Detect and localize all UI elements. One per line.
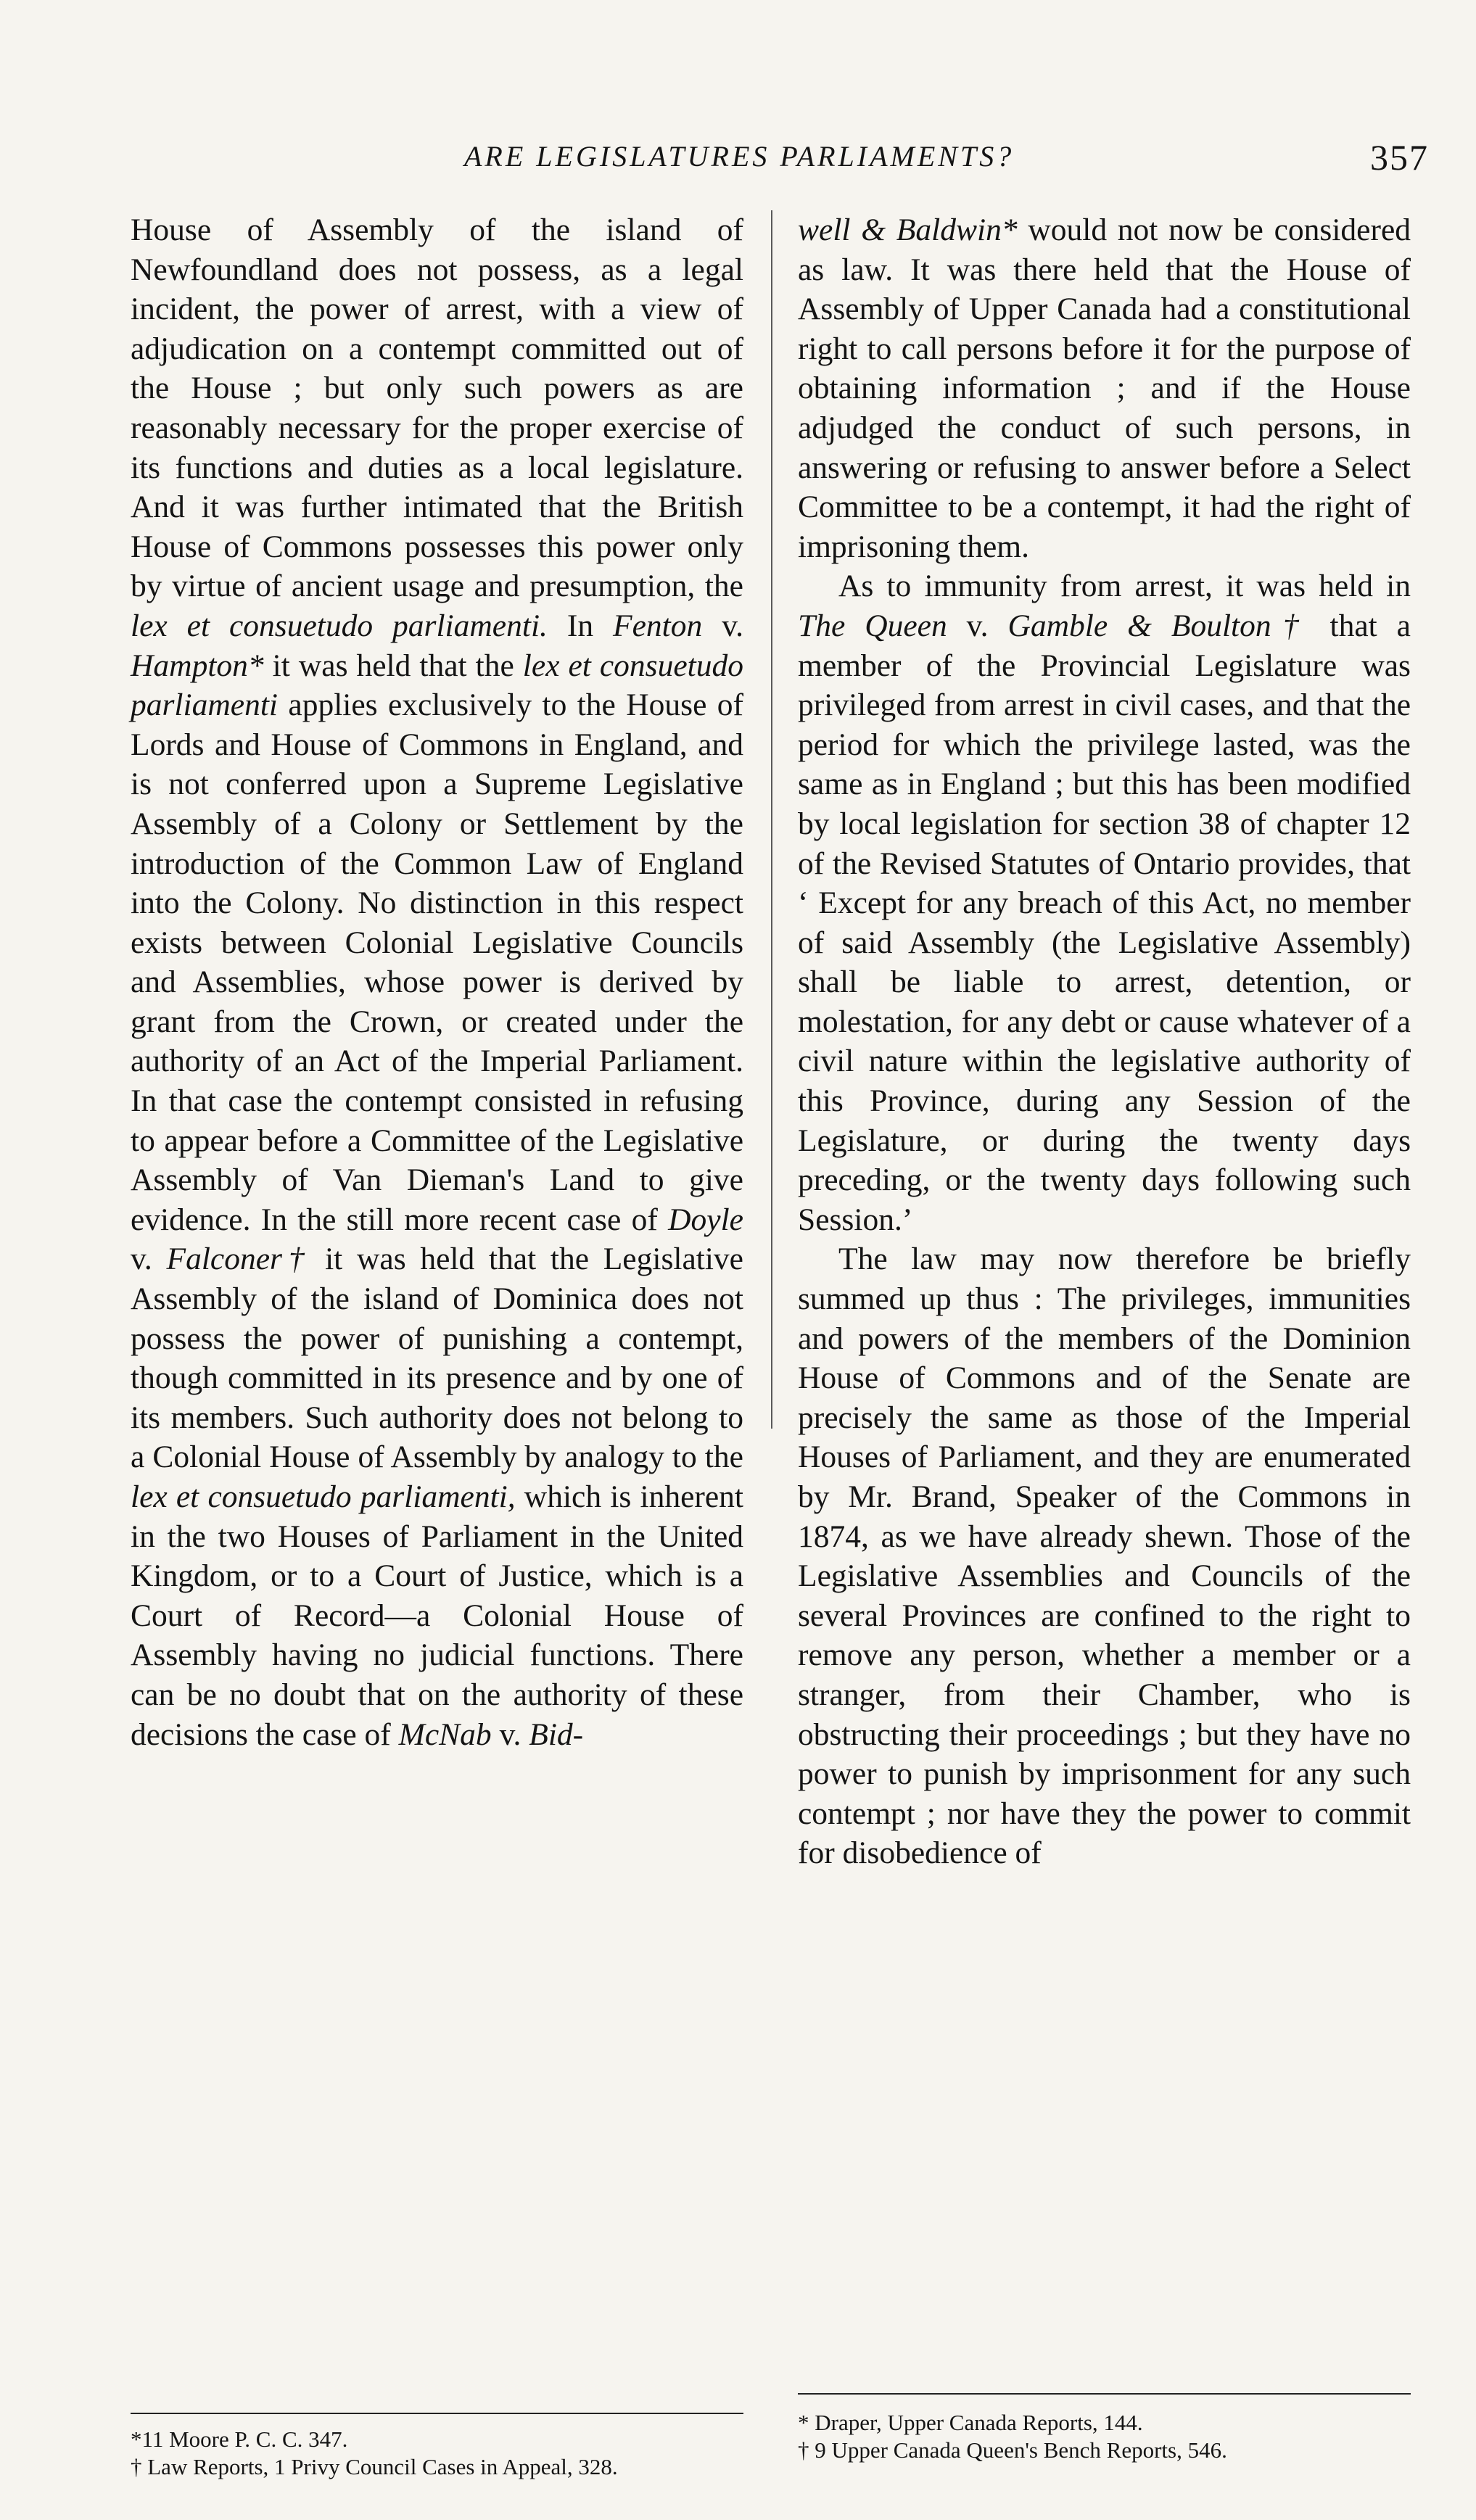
footnotes-right <box>798 2409 1411 2464</box>
footnote-rule-left <box>131 2413 743 2414</box>
page-header <box>131 136 1429 187</box>
footnote-rule-right <box>798 2393 1411 2395</box>
footnote-right-2: † 9 Upper Canada Queen's Bench Reports, 546. <box>798 2437 1227 2463</box>
footnote-left-1: *11 Moore P. C. C. 347. <box>131 2426 348 2452</box>
left-paragraph-1: House of Assembly of the island of Newfoundland does not possess, as a legal incident, the power of arrest, with a view of adjudication on a contempt committed out of the House ; but only such powers as are reasonably necessary for the proper exercise of its functions and duties as a local legislature. And it was further intimated that the British House of Commons possesses this power only by virtue of ancient usage and presumption, the lex et consuetudo parliamenti. In Fenton v. Hampton* it was held that the lex et consuetudo parliamenti applies exclusively to the House of Lords and House of Commons in England, and is not conferred upon a Supreme Legislative Assembly of a Colony or Settlement by the introduction of the Common Law of England into the Colony. No distinction in this respect exists between Colonial Legislative Councils and Assemblies, whose power is derived by grant from the Crown, or created under the authority of an Act of the Imperial Parliament. In that case the contempt consisted in refusing to appear before a Committee of the Legislative Assembly of Van Dieman's Land to give evidence. In the still more recent case of Doyle v. Falconer† it was held that the Legislative Assembly of the island of Dominica does not possess the power of punishing a contempt, though committed in its presence and by one of its members. Such authority does not belong to a Colonial House of Assembly by analogy to the lex et consuetudo parliamenti, which is inherent in the two Houses of Parliament in the United Kingdom, or to a Court of Justice, which is a Court of Record—a Colonial House of Assembly having no judicial functions. There can be no doubt that on the authority of these decisions the case of McNab v. Bid- <box>131 212 743 1752</box>
running-title: ARE LEGISLATURES PARLIAMENTS? <box>464 140 1015 173</box>
column-divider <box>771 210 772 1429</box>
footnote-right-1: * Draper, Upper Canada Reports, 144. <box>798 2410 1143 2435</box>
footnote-left-2: † Law Reports, 1 Privy Council Cases in Appeal, 328. <box>131 2454 618 2479</box>
footnotes-left <box>131 2426 743 2481</box>
right-paragraph-1: well & Baldwin* would not now be considered as law. It was there held that the House of Assembly of Upper Canada had a constitutional right to call persons before it for the purpose of obtaining information ; and if the House adjudged the conduct of such persons, in answering or refusing to answer before a Select Committee to be a contempt, it had the right of imprisoning them. <box>798 212 1411 564</box>
right-paragraph-2: As to immunity from arrest, it was held in The Queen v. Gamble & Boulton† that a member of the Provincial Legislature was privileged from arrest in civil cases, and that the period for which the privilege lasted, was the same as in England ; but this has been modified by local legislation for section 38 of chapter 12 of the Revised Statutes of Ontario provides, that ‘ Except for any breach of this Act, no member of said Assembly (the Legislative Assembly) shall be liable to arrest, detention, or molestation, for any debt or cause whatever of a civil nature within the legislative authority of this Province, during any Session of the Legislature, or during the twenty days preceding, or the twenty days following such Session.’ <box>798 569 1411 1237</box>
right-paragraph-3: The law may now therefore be briefly summed up thus : The privileges, immunities and powers of the members of the Dominion House of Commons and of the Senate are precisely the same as those of the Imperial Houses of Parliament, and they are enumerated by Mr. Brand, Speaker of the Commons in 1874, as we have already shewn. Those of the Legislative Assemblies and Councils of the several Provinces are confined to the right to remove any person, whether a member or a stranger, from their Chamber, who is obstructing their proceedings ; but they have no power to punish by imprisonment for any such contempt ; nor have they the power to commit for disobedience of <box>798 1242 1411 1871</box>
page-number: 357 <box>1370 137 1429 178</box>
right-column <box>798 210 1411 2408</box>
left-column <box>131 210 743 2408</box>
